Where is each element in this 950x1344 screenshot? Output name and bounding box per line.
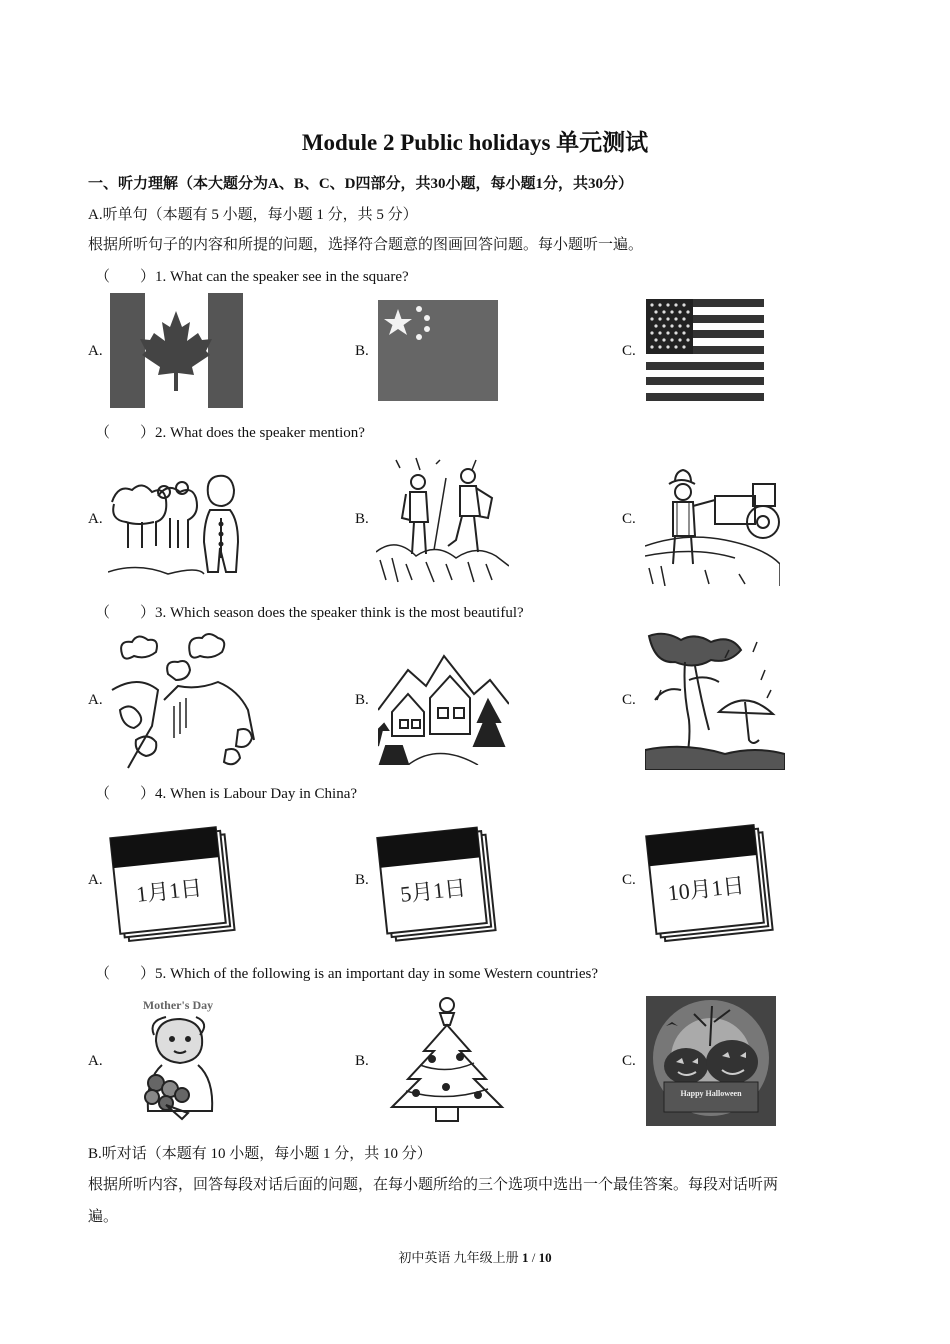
canada-flag-icon: [110, 293, 243, 408]
option-label: C.: [622, 692, 636, 708]
us-flag-icon: [646, 299, 764, 401]
option-label: B.: [355, 511, 369, 527]
autumn-rain-icon: [645, 630, 785, 770]
option-label: A.: [88, 1053, 103, 1069]
halloween-icon: [646, 996, 776, 1126]
question-3: （ ）3. Which season does the speaker think is the most beautiful?: [95, 605, 524, 621]
option-label: C.: [622, 872, 636, 888]
hikers-icon: [376, 456, 509, 584]
footer-subject: 初中英语 九年级上册: [398, 1250, 522, 1265]
option-label: B.: [355, 1053, 369, 1069]
option-label: B.: [355, 872, 369, 888]
christmas-tree-icon: [386, 995, 508, 1125]
question-4: （ ）4. When is Labour Day in China?: [95, 786, 358, 802]
option-label: A.: [88, 343, 103, 359]
part-b-heading: B.听对话（本题有 10 小题，每小题 1 分，共 10 分）: [88, 1146, 432, 1162]
calendar-date: 5月1日: [398, 875, 468, 907]
calendar-icon: [109, 818, 237, 942]
question-5: （ ）5. Which of the following is an important day in some Western countries?: [95, 966, 598, 982]
page-footer: [0, 1247, 950, 1266]
man-with-sheep-icon: [108, 462, 248, 578]
calendar-date: 10月1日: [666, 872, 746, 906]
section-heading: 一、听力理解（本大题分为A、B、C、D四部分，共30小题，每小题1分，共30分）: [88, 176, 634, 192]
option-label: A.: [88, 692, 103, 708]
part-a-instruction: 根据所听句子的内容和所提的问题，选择符合题意的图画回答问题。每小题听一遍。: [88, 237, 644, 253]
mothers-day-label: Mother's Day: [142, 998, 214, 1012]
option-label: B.: [355, 692, 369, 708]
question-2: （ ）2. What does the speaker mention?: [95, 425, 365, 441]
farmer-tractor-icon: [645, 456, 780, 586]
part-b-instruction-cont: 遍。: [88, 1209, 119, 1225]
winter-houses-icon: [378, 650, 509, 765]
page-total: 10: [538, 1250, 552, 1265]
china-flag-icon: [378, 300, 498, 401]
halloween-label: Happy Halloween: [680, 1089, 742, 1098]
calendar-icon: [645, 814, 775, 944]
option-label: C.: [622, 343, 636, 359]
option-label: C.: [622, 511, 636, 527]
page-number: 1: [521, 1250, 529, 1265]
question-1: （ ）1. What can the speaker see in the square?: [95, 269, 409, 285]
option-label: C.: [622, 1053, 636, 1069]
spring-flowers-icon: [108, 630, 256, 770]
page-title: Module 2 Public holidays 单元测试: [301, 130, 649, 155]
calendar-date: 1月1日: [134, 875, 204, 907]
option-label: A.: [88, 872, 103, 888]
mothers-day-icon: [126, 995, 230, 1123]
part-a-heading: A.听单句（本题有 5 小题，每小题 1 分，共 5 分）: [88, 207, 418, 223]
calendar-icon: [376, 818, 498, 942]
option-label: B.: [355, 343, 369, 359]
page-separator: /: [528, 1250, 539, 1265]
option-label: A.: [88, 511, 103, 527]
part-b-instruction: 根据所听内容，回答每段对话后面的问题，在每小题所给的三个选项中选出一个最佳答案。每段对话听两: [88, 1177, 779, 1193]
